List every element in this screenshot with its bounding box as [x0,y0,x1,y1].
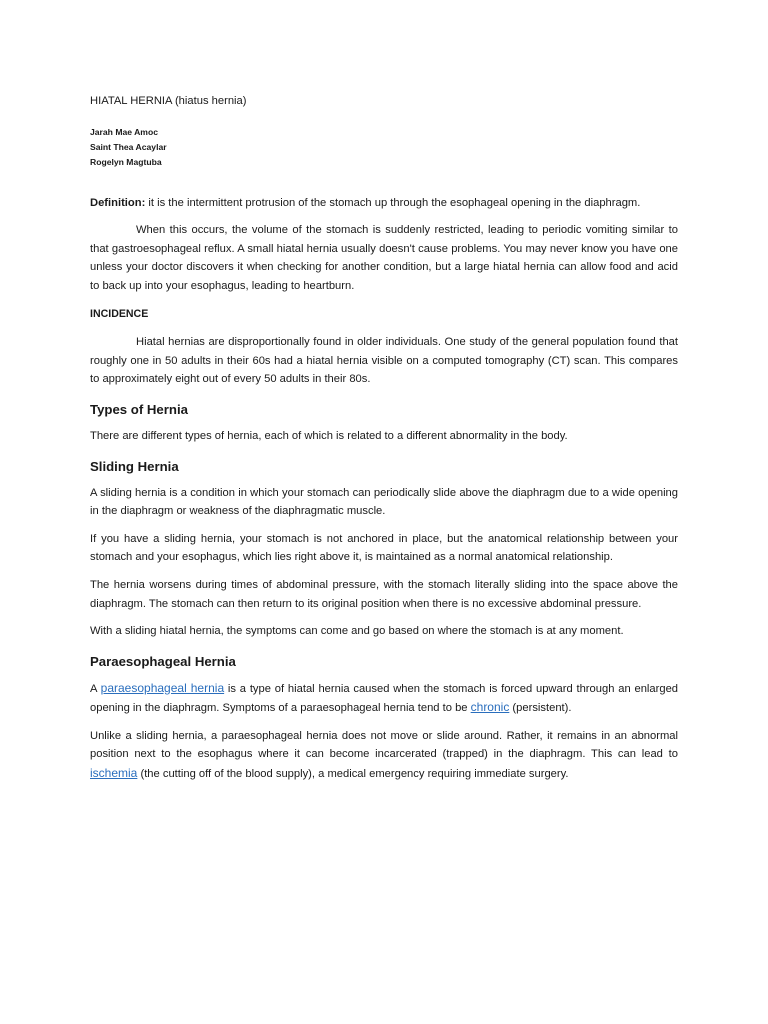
paraesophageal-paragraph-2 [90,727,678,784]
text-run: is a type of hiatal hernia caused when the stomach is forced upward through an enlarged opening in the diaphragm. Symptoms of a paraesophageal hernia tend to be [90,682,679,715]
author-name: Rogelyn Magtuba [90,156,162,167]
paraesophageal-paragraph-1 [90,679,678,718]
definition-detail-paragraph: When this occurs, the volume of the stomach is suddenly restricted, leading to periodic vomiting similar to that gastroesophageal reflux. A small hiatal hernia usually doesn't cause problems. You may never know you have one unless your doctor discovers it when checking for another condition, but a large hiatal hernia can allow food and acid to back up into your esophagus, leading to heartburn. [90,224,678,292]
text-run: A [90,682,101,695]
types-heading: Types of Hernia [90,401,188,417]
definition-term: Definition: [90,196,146,209]
sliding-heading: Sliding Hernia [90,458,179,474]
incidence-heading: INCIDENCE [90,307,149,320]
chronic-link[interactable]: chronic [470,700,510,715]
definition-text: it is the intermittent protrusion of the stomach up through the esophageal opening in the diaphragm. [145,196,641,209]
types-paragraph: There are different types of hernia, each of which is related to a different abnormality in the body. [90,429,568,442]
author-name: Jarah Mae Amoc [90,126,158,137]
author-name: Saint Thea Acaylar [90,141,167,152]
paraesophageal-heading: Paraesophageal Hernia [90,653,236,669]
text-run: (persistent). [509,702,572,715]
document-title: HIATAL HERNIA (hiatus hernia) [90,95,247,107]
author-list [90,125,678,170]
sliding-paragraph-1: A sliding hernia is a condition in which your stomach can periodically slide above the diaphragm due to a wide opening in the diaphragm or weakness of the diaphragmatic muscle. [90,486,678,518]
ischemia-link[interactable]: ischemia [90,766,138,781]
document-page [90,92,678,793]
paraesophageal-hernia-link[interactable]: paraesophageal hernia [100,680,225,695]
sliding-paragraph-3: The hernia worsens during times of abdominal pressure, with the stomach literally sliding into the space above the diaphragm. The stomach can then return to its original position when there is no excessive abdominal pressure. [90,578,678,610]
sliding-paragraph-4: With a sliding hiatal hernia, the symptoms can come and go based on where the stomach is at any moment. [90,625,624,638]
incidence-paragraph: Hiatal hernias are disproportionally found in older individuals. One study of the general population found that roughly one in 50 adults in their 60s had a hiatal hernia visible on a computed tomography (CT) scan. This compares to approximately eight out of every 50 adults in their 80s. [90,336,678,386]
text-run: Unlike a sliding hernia, a paraesophageal hernia does not move or slide around. Rather, it remains in an abnormal position next to the esophagus where it can become incarcerated (trapped) in the diaphragm. This can lead to [90,729,678,761]
definition-paragraph [90,194,678,213]
sliding-paragraph-2: If you have a sliding hernia, your stomach is not anchored in place, but the anatomical relationship between your stomach and your esophagus, which lies right above it, is maintained as a normal anatomical relationship. [90,532,678,564]
text-run: (the cutting off of the blood supply), a medical emergency requiring immediate surgery. [137,768,569,781]
